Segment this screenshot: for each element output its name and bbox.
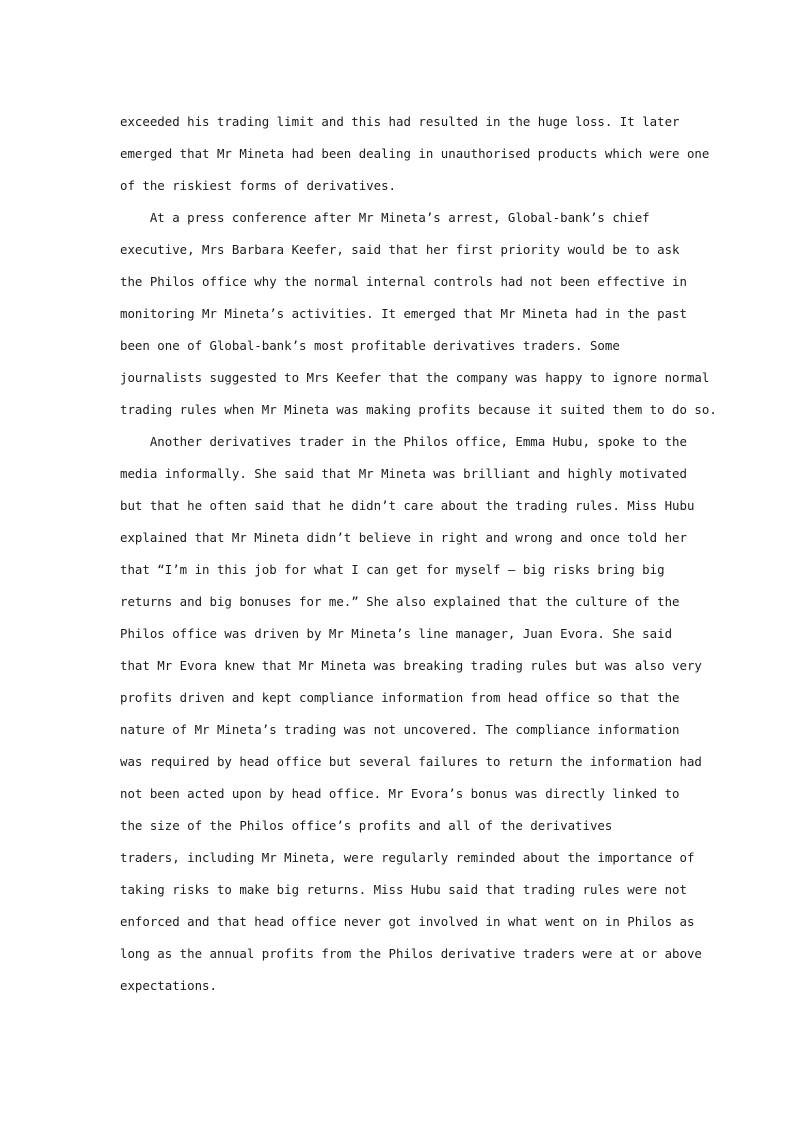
text-line: that Mr Evora knew that Mr Mineta was breaking trading rules but was also very (120, 658, 702, 673)
text-line: profits driven and kept compliance information from head office so that the (120, 690, 680, 705)
text-line: exceeded his trading limit and this had resulted in the huge loss. It later (120, 114, 680, 129)
text-line: that “I’m in this job for what I can get for myself – big risks bring big (120, 562, 665, 577)
text-line: the Philos office why the normal internal controls had not been effective in (120, 274, 687, 289)
text-line: but that he often said that he didn’t care about the trading rules. Miss Hubu (120, 498, 695, 513)
text-line: trading rules when Mr Mineta was making profits because it suited them to do so. (120, 402, 717, 417)
text-line: long as the annual profits from the Philos derivative traders were at or above (120, 946, 702, 961)
text-line: monitoring Mr Mineta’s activities. It emerged that Mr Mineta had in the past (120, 306, 687, 321)
body-text (120, 111, 717, 1007)
text-line: Another derivatives trader in the Philos office, Emma Hubu, spoke to the (120, 434, 687, 449)
text-line: was required by head office but several failures to return the information had (120, 754, 702, 769)
text-line: expectations. (120, 978, 217, 993)
text-line: not been acted upon by head office. Mr Evora’s bonus was directly linked to (120, 786, 680, 801)
text-line: nature of Mr Mineta’s trading was not uncovered. The compliance information (120, 722, 680, 737)
text-line: media informally. She said that Mr Mineta was brilliant and highly motivated (120, 466, 687, 481)
text-line: of the riskiest forms of derivatives. (120, 178, 397, 193)
text-line: At a press conference after Mr Mineta’s arrest, Global-bank’s chief (120, 210, 650, 225)
text-line: been one of Global-bank’s most profitable derivatives traders. Some (120, 338, 620, 353)
text-line: enforced and that head office never got involved in what went on in Philos as (120, 914, 695, 929)
text-line: journalists suggested to Mrs Keefer that the company was happy to ignore normal (120, 370, 710, 385)
text-line: executive, Mrs Barbara Keefer, said that her first priority would be to ask (120, 242, 680, 257)
text-line: explained that Mr Mineta didn’t believe in right and wrong and once told her (120, 530, 687, 545)
text-line: emerged that Mr Mineta had been dealing in unauthorised products which were one (120, 146, 710, 161)
text-line: Philos office was driven by Mr Mineta’s line manager, Juan Evora. She said (120, 626, 673, 641)
text-line: traders, including Mr Mineta, were regularly reminded about the importance of (120, 850, 695, 865)
text-line: the size of the Philos office’s profits and all of the derivatives (120, 818, 613, 833)
text-line: returns and big bonuses for me.” She also explained that the culture of the (120, 594, 680, 609)
text-line: taking risks to make big returns. Miss Hubu said that trading rules were not (120, 882, 687, 897)
